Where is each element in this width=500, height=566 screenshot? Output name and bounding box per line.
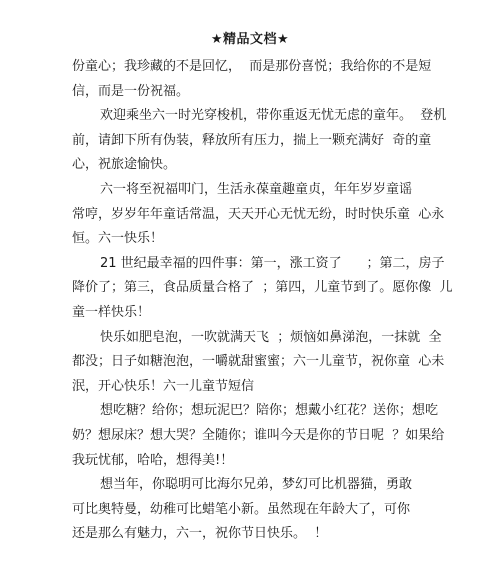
text-line: 前，请卸下所有伪装，释放所有压力，揣上一颗充满好 奇的童 <box>72 132 432 148</box>
text-line: 都没；日子如糖泡泡，一嚼就甜蜜蜜；六一儿童节，祝你童 心未 <box>72 354 445 370</box>
text-line: 份童心；我珍藏的不是回忆， 而是那份喜悦；我给你的不是短 <box>72 59 432 74</box>
header-title: ★精品文档★ <box>210 32 290 47</box>
text-line: 童一样快乐！ <box>72 304 151 320</box>
text-line: 泯，开心快乐！六一儿童节短信 <box>72 378 255 394</box>
text-line: 想吃糖？给你；想玩泥巴？陪你；想戴小红花？送你；想吃 <box>100 403 439 419</box>
document-body <box>72 55 453 547</box>
text-line: 心，祝旅途愉快。 <box>72 157 177 173</box>
text-line: 降价了；第三，食品质量合格了 ；第四，儿童节到了。愿你像 儿 <box>72 280 453 296</box>
text-line: 还是那么有魅力，六一，祝你节日快乐。 ！ <box>72 526 328 542</box>
text-line: 奶？想尿床？想大哭？全随你；谁叫今天是你的节日呢 ？如果给 <box>72 427 445 443</box>
text-line: 可比奥特曼，幼稚可比蜡笔小新。虽然现在年龄大了，可你 <box>72 501 411 517</box>
text-line: 我玩忧郁，哈哈，想得美!！ <box>72 452 234 468</box>
text-line: 欢迎乘坐六一时光穿梭机，带你重返无忧无虑的童年。 登机 <box>100 108 447 124</box>
text-line: 六一将至祝福叩门，生活永葆童趣童贞，年年岁岁童谣 <box>100 181 413 197</box>
text-line: 快乐如肥皂泡，一吹就满天飞 ；烦恼如鼻涕泡，一抹就 全 <box>100 329 442 345</box>
text-line: 信，而是一份祝福。 <box>72 83 190 99</box>
text-line: 常哼，岁岁年年童话常温，天天开心无忧无纷，时时快乐童 心永 <box>72 206 445 222</box>
document-header <box>0 31 500 49</box>
text-line: 21 世纪最幸福的四件事：第一，涨工资了 ；第二，房子 <box>100 255 445 271</box>
text-line: 想当年，你聪明可比海尔兄弟，梦幻可比机器猫，勇敢 <box>100 477 413 493</box>
text-line: 恒。六一快乐！ <box>72 231 164 247</box>
